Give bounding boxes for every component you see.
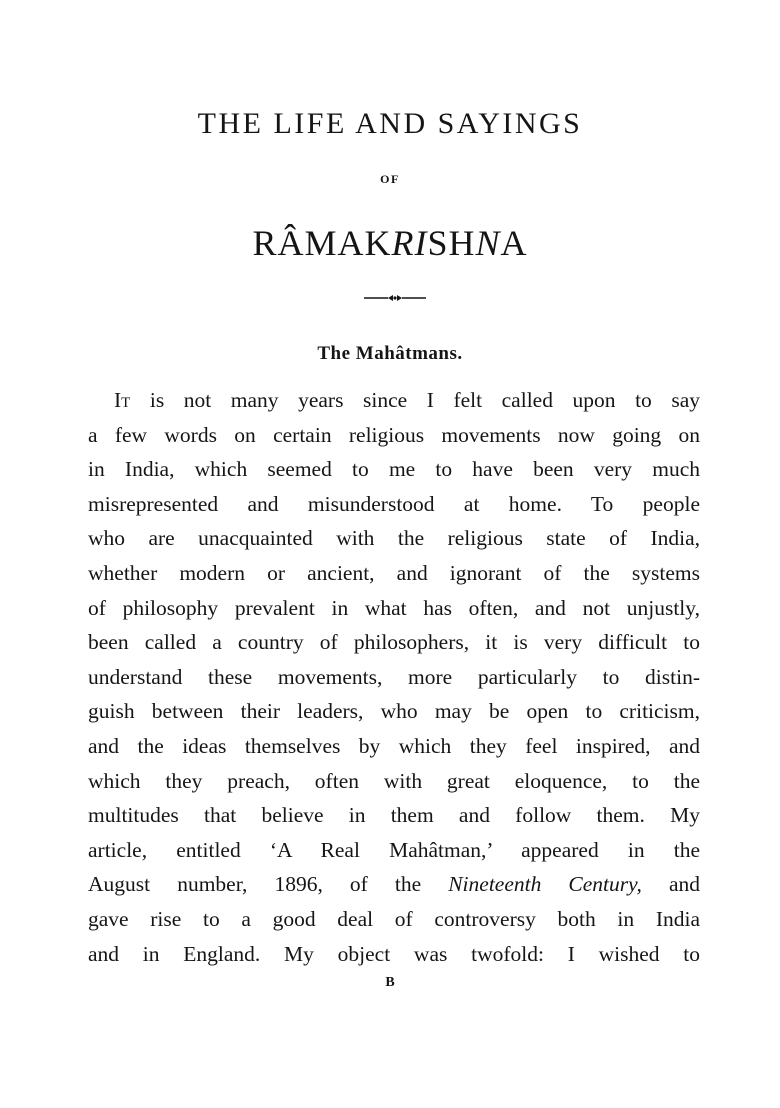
text-line: and the ideas themselves by which they feel inspired, and <box>88 733 700 758</box>
name-part-5: H <box>448 223 476 263</box>
ornamental-rule-icon <box>364 292 426 304</box>
title-connector: OF <box>380 172 400 186</box>
body-text <box>88 383 700 971</box>
text-line: which they preach, often with great eloquence, to the <box>88 768 700 793</box>
text-line: multitudes that believe in them and follow them. My <box>88 803 700 828</box>
name-part-2: R <box>391 223 415 263</box>
text-line: who are unacquainted with the religious state of India, <box>88 526 700 551</box>
name-part-6: N <box>475 223 501 263</box>
text-line: misrepresented and misunderstood at home. To people <box>88 491 700 516</box>
opening-word: It <box>114 388 131 412</box>
book-subject-name <box>0 220 780 266</box>
text-line: of philosophy prevalent in what has often, and not unjustly, <box>88 595 700 620</box>
text-line: a few words on certain religious movements now going on <box>88 422 700 447</box>
text-line: guish between their leaders, who may be open to criticism, <box>88 699 700 724</box>
periodical-title: Nineteenth Century, <box>448 872 642 897</box>
name-part-3: I <box>414 223 428 263</box>
name-part-7: A <box>500 223 528 263</box>
text-line: and in England. My object was twofold: I wished to <box>88 941 700 966</box>
text-line: in India, which seemed to me to have been very much <box>88 457 700 482</box>
text-line: August number, 1896, of the Nineteenth Century, and <box>88 872 701 897</box>
section-heading: The Mahâtmans. <box>317 343 463 364</box>
text-line: whether modern or ancient, and ignorant of the systems <box>88 560 700 585</box>
text-line: It is not many years since I felt called upon to say <box>114 388 700 412</box>
name-part-1: RÂMAK <box>252 223 392 263</box>
signature-mark: B <box>385 975 395 990</box>
text-line: understand these movements, more particularly to distin- <box>88 664 700 689</box>
name-part-4: S <box>427 223 449 263</box>
book-title: THE LIFE AND SAYINGS <box>197 107 583 140</box>
text-line: gave rise to a good deal of controversy both in India <box>88 906 700 931</box>
text-line: article, entitled ‘A Real Mahâtman,’ appeared in the <box>88 837 700 862</box>
text-line: been called a country of philosophers, it is very difficult to <box>88 630 700 655</box>
